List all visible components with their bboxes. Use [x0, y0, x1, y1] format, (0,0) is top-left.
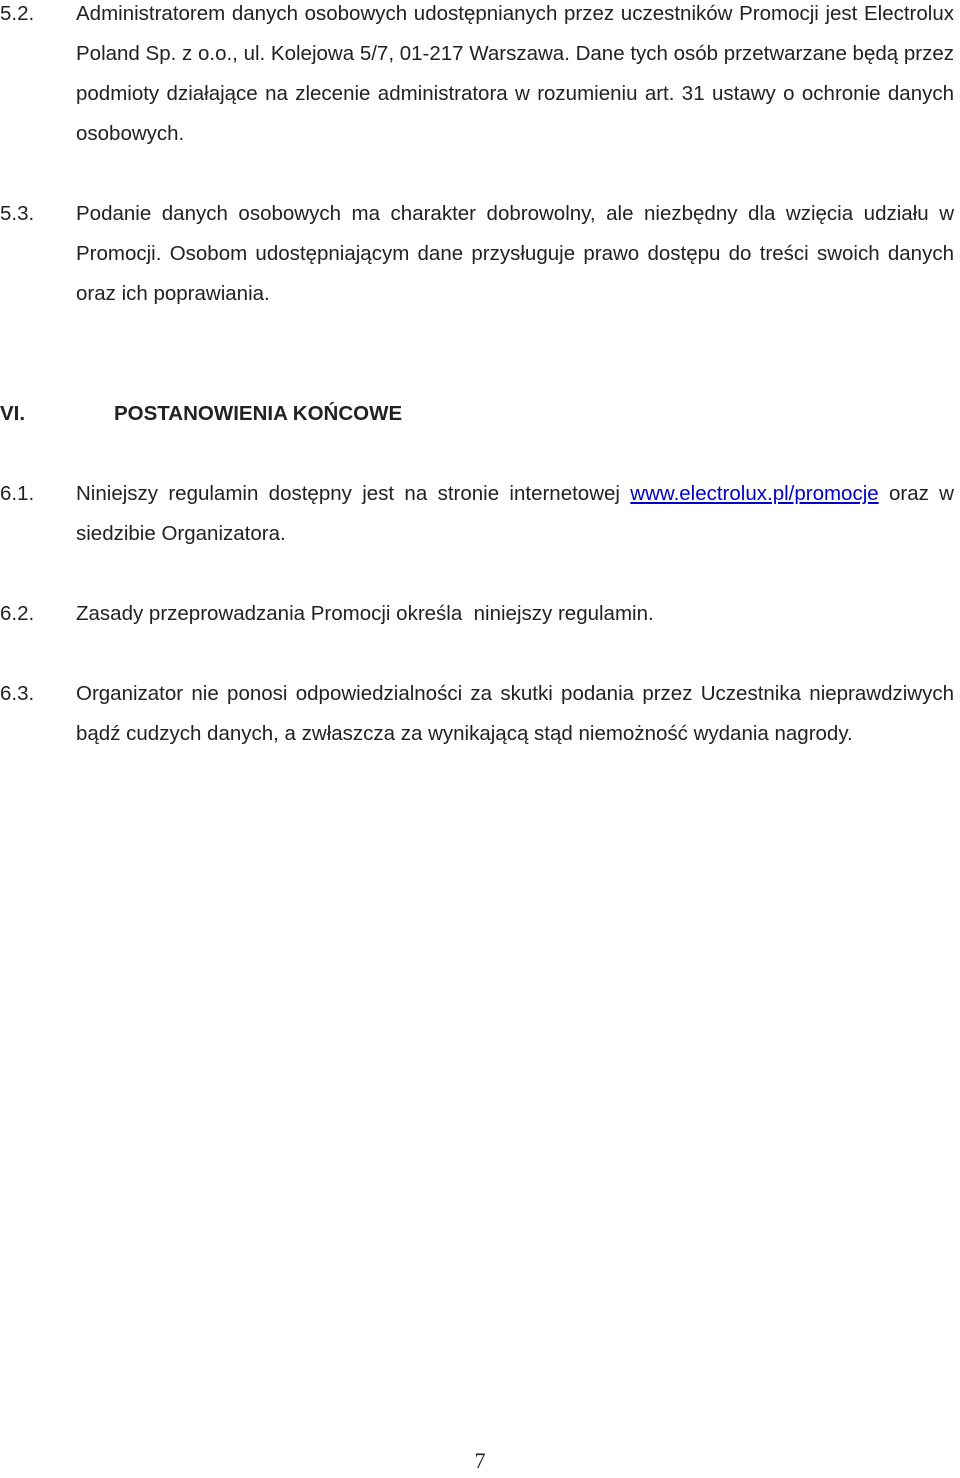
section-5-3 — [0, 194, 960, 314]
section-text: Organizator nie ponosi odpowiedzialności za skutki podania przez Uczestnika nieprawdziwych bądź cudzych danych, a zwłaszcza za wynikającą stąd niemożność wydania nagrody. — [76, 682, 954, 745]
section-number: 6.2. — [0, 602, 35, 625]
section-text: Administratorem danych osobowych udostępnianych przez uczestników Promocji jest Electrolux Poland Sp. z o.o., ul. Kolejowa 5/7, 01-217 Warszawa. Dane tych osób przetwarzane będą przez podmioty działające na zlecenie administratora w rozumieniu art. 31 ustawy o ochronie danych osobowych. — [76, 2, 954, 145]
section-6-1 — [0, 474, 960, 554]
section-text: Zasady przeprowadzania Promocji określa niniejszy regulamin. — [76, 602, 654, 625]
section-number: 5.3. — [0, 202, 35, 225]
section-text: Podanie danych osobowych ma charakter dobrowolny, ale niezbędny dla wzięcia udziału w Promocji. Osobom udostępniającym dane przysługuje prawo dostępu do treści swoich danych oraz ich poprawiania. — [76, 202, 954, 305]
section-number: 6.3. — [0, 682, 35, 705]
page-number: 7 — [474, 1448, 486, 1473]
section-number: 5.2. — [0, 2, 35, 25]
section-6-2 — [0, 594, 960, 634]
heading-title: POSTANOWIENIA KOŃCOWE — [114, 402, 403, 425]
section-number: 6.1. — [0, 482, 35, 505]
section-text-before-link: Niniejszy regulamin dostępny jest na stronie internetowej — [76, 482, 631, 505]
heading-number: VI. — [0, 402, 26, 425]
section-6-3 — [0, 674, 960, 754]
section-text-after-link: oraz w siedzibie Organizatora. — [76, 482, 954, 545]
section-text — [76, 474, 954, 554]
section-5-2 — [0, 0, 960, 154]
website-link[interactable]: www.electrolux.pl/promocje — [630, 482, 879, 505]
